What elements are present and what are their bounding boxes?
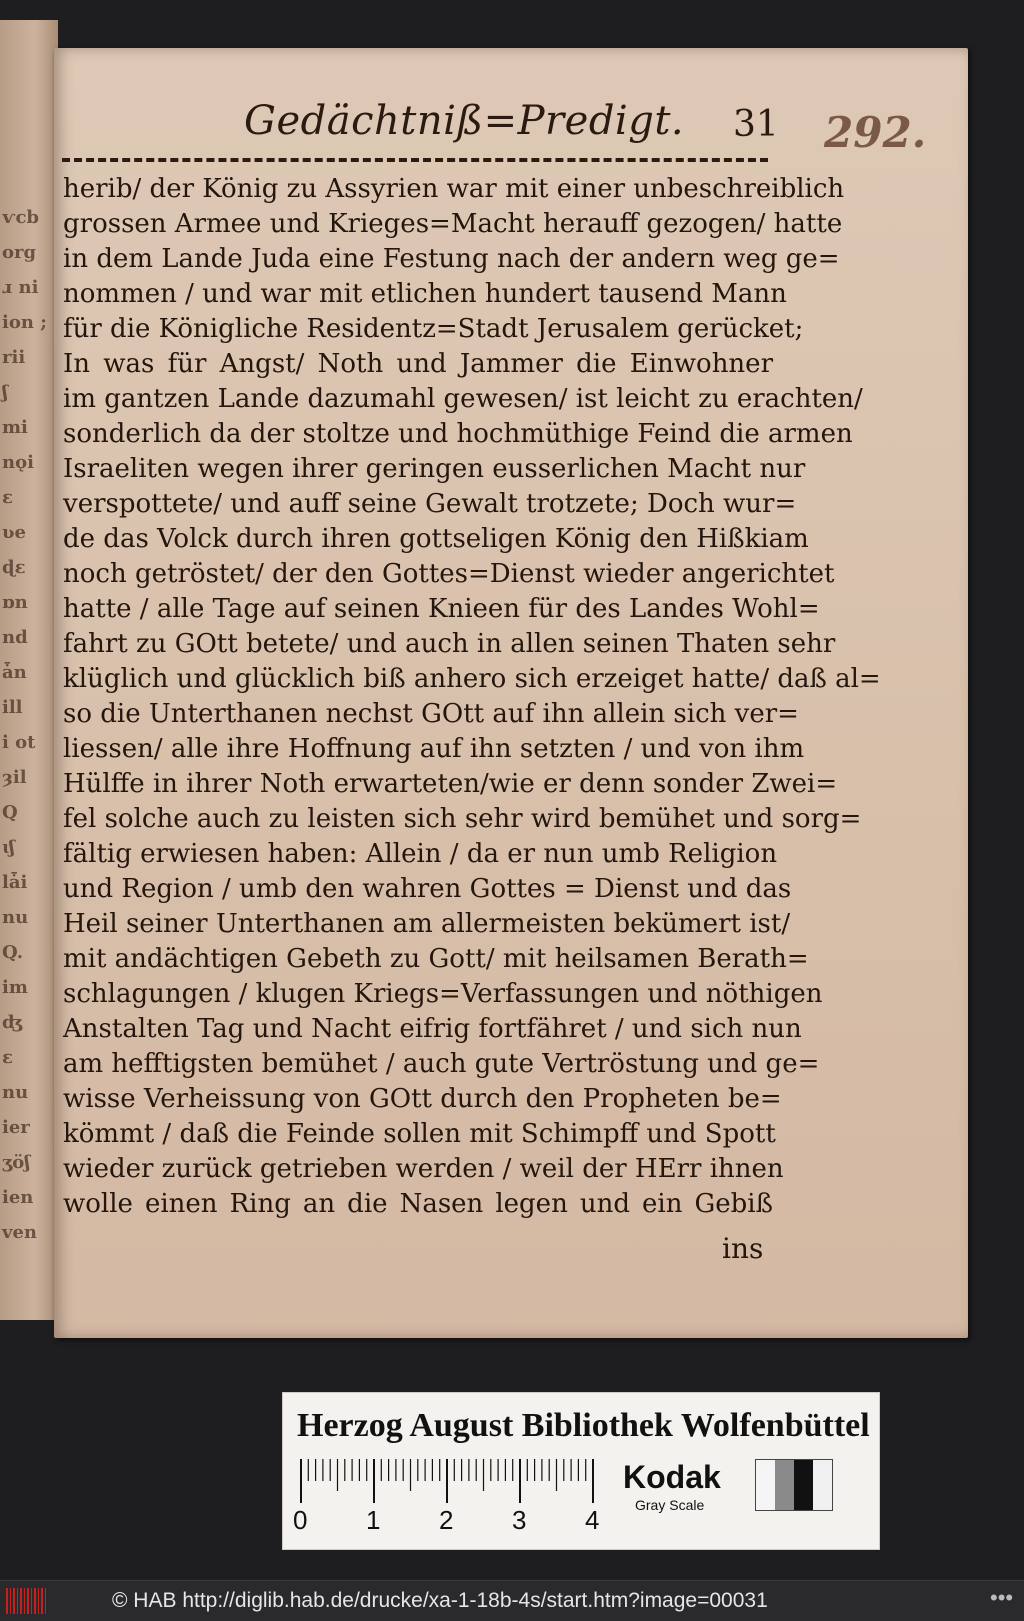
footer-copyright-url[interactable]: © HAB http://diglib.hab.de/drucke/xa-1-18b-4s/start.htm?image=00031 — [112, 1589, 768, 1612]
previous-page-fragment: nd — [2, 627, 28, 648]
previous-page-fragment: ɹ ni — [2, 277, 39, 298]
more-options-icon[interactable]: ••• — [990, 1585, 1014, 1610]
previous-page-fragment: ʒöʃ — [2, 1152, 31, 1173]
text-line: Heil seiner Unterthanen am allermeisten bekümert ist/ — [63, 909, 791, 939]
ruler-label: 0 — [293, 1505, 308, 1535]
gray-scale-swatch — [755, 1459, 833, 1511]
barcode-icon — [6, 1588, 46, 1614]
handwritten-archive-mark: 292. — [824, 108, 927, 157]
previous-page-edge — [0, 20, 58, 1320]
previous-page-fragment: ɒn — [2, 592, 28, 613]
previous-page-fragment: ion ; — [2, 312, 47, 333]
text-line: wolle einen Ring an die Nasen legen und ein Gebiß — [63, 1189, 773, 1219]
previous-page-fragment: mi — [2, 417, 28, 438]
previous-page-fragment: ʤ — [2, 1012, 24, 1033]
previous-page-fragment: ven — [2, 1222, 37, 1243]
page-number: 31 — [733, 104, 779, 145]
previous-page-fragment: ɩʃ — [2, 837, 15, 858]
text-line: für die Königliche Residentz=Stadt Jerusalem gerücket; — [63, 314, 804, 344]
text-line: fältig erwiesen haben: Allein / da er nun umb Religion — [63, 839, 778, 869]
previous-page-fragment: nu — [2, 1082, 29, 1103]
text-line: noch getröstet/ der den Gottes=Dienst wieder angerichtet — [63, 559, 835, 589]
text-line: klüglich und glücklich biß anhero sich erzeiget hatte/ daß al= — [63, 664, 881, 694]
previous-page-fragment: ɖɛ — [2, 557, 26, 578]
text-line: und Region / umb den wahren Gottes = Dienst und das — [63, 874, 792, 904]
text-line: Hülffe in ihrer Noth erwarteten/wie er denn sonder Zwei= — [63, 769, 838, 799]
text-line: nommen / und war mit etlichen hundert tausend Mann — [63, 279, 787, 309]
previous-page-fragment: org — [2, 242, 37, 263]
previous-page-fragment: ɛ — [2, 1047, 13, 1068]
kodak-gray-scale-label: Gray Scale — [635, 1497, 705, 1513]
previous-page-fragment: ɛ — [2, 487, 13, 508]
previous-page-fragment: Q. — [2, 942, 24, 963]
previous-page-fragment: lǡi — [2, 872, 28, 893]
catchword: ins — [722, 1232, 764, 1265]
previous-page-fragment: ien — [2, 1187, 34, 1208]
text-line: kömmt / daß die Feinde sollen mit Schimpff und Spott — [63, 1119, 776, 1149]
footer-bar — [0, 1580, 1024, 1621]
ruler-label: 3 — [512, 1505, 527, 1535]
ruler-label: 2 — [439, 1505, 454, 1535]
text-line: verspottete/ und auff seine Gewalt trotzete; Doch wur= — [63, 489, 797, 519]
text-line: so die Unterthanen nechst GOtt auf ihn allein sich ver= — [63, 699, 799, 729]
kodak-logo: Kodak — [623, 1459, 721, 1495]
text-line: herib/ der König zu Assyrien war mit einer unbeschreiblich — [63, 174, 845, 204]
previous-page-fragment: rii — [2, 347, 26, 368]
text-line: Anstalten Tag und Nacht eifrig fortfähret / und sich nun — [63, 1014, 802, 1044]
ruler-scale — [297, 1457, 607, 1507]
previous-page-fragment: ʃ — [2, 382, 8, 403]
text-line: fahrt zu GOtt betete/ und auch in allen seinen Thaten sehr — [63, 629, 836, 659]
text-line: de das Volck durch ihren gottseligen König den Hißkiam — [63, 524, 809, 554]
text-line: schlagungen / klugen Kriegs=Verfassungen und nöthigen — [63, 979, 823, 1009]
text-line: mit andächtigen Gebeth zu Gott/ mit heilsamen Berath= — [63, 944, 809, 974]
previous-page-fragment: ѵcb — [2, 207, 40, 228]
previous-page-fragment: Q — [2, 802, 18, 823]
text-line: am hefftigsten bemühet / auch gute Vertröstung und ge= — [63, 1049, 820, 1079]
text-line: liessen/ alle ihre Hoffnung auf ihn setzten / und von ihm — [63, 734, 805, 764]
head-rule — [62, 158, 768, 162]
previous-page-fragment: ȝil — [2, 767, 27, 788]
previous-page-fragment: ʋe — [2, 522, 26, 543]
text-line: hatte / alle Tage auf seinen Knieen für des Landes Wohl= — [63, 594, 820, 624]
text-line: grossen Armee und Krieges=Macht herauff gezogen/ hatte — [63, 209, 843, 239]
ruler-label: 4 — [585, 1505, 600, 1535]
previous-page-fragment: im — [2, 977, 28, 998]
previous-page-fragment: nǫi — [2, 452, 34, 473]
text-line: sonderlich da der stoltze und hochmüthige Feind die armen — [63, 419, 853, 449]
running-head: Gedächtniß=Predigt. — [244, 98, 685, 144]
previous-page-fragment: ill — [2, 697, 23, 718]
previous-page-fragment: ier — [2, 1117, 30, 1138]
ruler-label: 1 — [366, 1505, 381, 1535]
text-line: wieder zurück getrieben werden / weil der HErr ihnen — [63, 1154, 784, 1184]
library-name: Herzog August Bibliothek Wolfenbüttel — [297, 1407, 870, 1444]
previous-page-fragment: ǡn — [2, 662, 27, 683]
previous-page-fragment: nu — [2, 907, 29, 928]
library-scale-card — [282, 1392, 880, 1550]
previous-page-fragments — [2, 200, 47, 1250]
body-text — [63, 172, 881, 1222]
text-line: wisse Verheissung von GOtt durch den Propheten be= — [63, 1084, 782, 1114]
text-line: in dem Lande Juda eine Festung nach der andern weg ge= — [63, 244, 840, 274]
text-line: fel solche auch zu leisten sich sehr wird bemühet und sorg= — [63, 804, 862, 834]
text-line: In was für Angst/ Noth und Jammer die Einwohner — [63, 349, 773, 379]
text-line: im gantzen Lande dazumahl gewesen/ ist leicht zu erachten/ — [63, 384, 863, 414]
text-line: Israeliten wegen ihrer geringen eusserlichen Macht nur — [63, 454, 806, 484]
previous-page-fragment: i ot — [2, 732, 36, 753]
